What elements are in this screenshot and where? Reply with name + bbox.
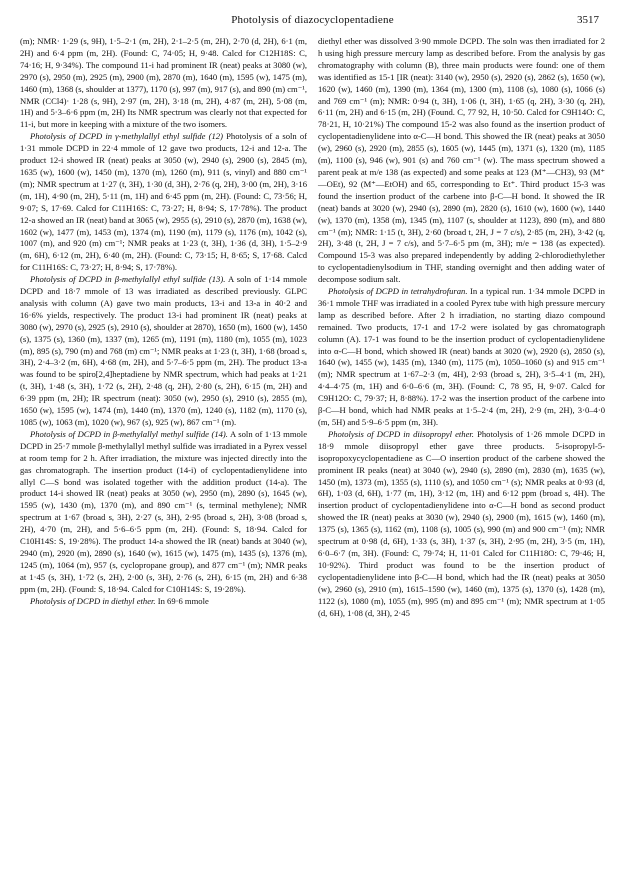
section-runin-heading: Photolysis of DCPD in β-methylallyl methyl sulfide (14). bbox=[30, 428, 228, 439]
paragraph-text: diethyl ether was dissolved 3·90 mmole DCPD. The soln was then irradiated for 2 h using high pressure mercury lamp as described before. From the analysis by gas chromatography with column (B), three main products were found: one of them was identified as 15-1 [IR (neat): 3140 (w), 2950 (s), 2920 (s), 2862 (s), 1650 (w), 1620 (w), 1460 (m), 1390 (m), 1364 (m), 1300 (m), 1108 (s), 1080 (s), 1066 (s) and 769 cm⁻¹ (m); NMR: 0·94 (t, 3H), 1·06 (t, 3H), 1·65 (q, 2H), 3·30 (q, 2H), 6·11 (m, 2H) and 6·15 (m, 2H) (Found. C, 77 92, H, 10·50. Calcd for C9H14O: C, 78·21, H, 10·21%) The compound 15-2 was also found as the insertion product of cyclopentadienylidene into α-C—H bond. This showed the IR (neat) peaks at 3050 (w), 2960 (s), 2920 (m), 2855 (s), 1605 (w), 1445 (m), 1371 (s), 1320 (m), 1185 (m), 1100 (s), 946 (w), 901 (s) and 760 cm⁻¹ (w). The mass spectrum showed a parent peak at m/e 138 (as expected) and some peaks at 123 (M⁺—CH3), 93 (M⁺—OEt), 92 (M⁺—EtOH) and 65, corresponding to Et⁺. Third product 15-3 was found the insertion product of the carbene into β-C—H bond. It showed the IR (neat) bands at 3020 (w), 2940 (s), 2890 (m), 2820 (s), 1610 (w), 1600 (w), 1440 (w), 1370 (m), 1358 (m), 1345 (m), 1107 (s, shoulder at 1123), 890 (m), and 880 cm⁻¹ (m); NMR: 1·15 (t, 3H), 2·60 (broad t, 2H, J = 7 c/s), 2·85 (m, 2H), 3·42 (q, 2H), 3·48 (t, 2H, J = 7 c/s), and 5·7–6·5 pm (m, 3H); m/e = 138 (as expected). Compound 15-3 was also prepared independently by adding 2-chlorodiethylether to cyclopentadienylsodium in THF, standing overnight and then adding water of decompose sodium salt. bbox=[318, 36, 605, 285]
paragraph-text: (m); NMR· 1·29 (s, 9H), 1·5–2·1 (m, 2H), 2·1–2·5 (m, 2H), 2·70 (d, 2H), 6·1 (m, 2H) and 6·4 ppm (m, 2H). (Found: C, 74·05; H, 9·48. Calcd for C12H18S: C, 74·16; H, 9·34%). The compound 11-i had prominent IR (neat) peaks at 3080 (w), 2970 (s), 2950 (m), 2925 (m), 2900 (m), 2870 (m), 1640 (m), 1595 (w), 1475 (m), 1460 (m), 1368 (s, shoulder at 1377), 1170 (s), 997 (m), 917 (s), and 890 (m) cm⁻¹, NMR (CCl4)· 1·28 (s, 9H), 2·97 (m, 2H), 3·18 (m, 2H), 4·87 (m, 2H), 5·08 (m, 1H) and 5·3–6·6 ppm (m, 2H) Its NMR spectrum was clearly not that expected for 11-i, but more in keeping with a mixture of the two isomers. bbox=[20, 36, 307, 130]
paragraph bbox=[20, 429, 307, 596]
running-title: Photolysis of diazocyclopentadiene bbox=[231, 14, 394, 26]
paragraph bbox=[20, 274, 307, 429]
paragraph-text: Photolysis of 1·26 mmole DCPD in 18·9 mmole diisopropyl ether gave three products. 5-isopropyl-5-isopropoxycyclopentadiene as C—O insertion product of the carbene showed the prominent IR peaks (neat) at 3040 (w), 2940 (s), 2890 (m), 2830 (m), 1635 (w), 1450 (m), 1373 (m), 1355 (s), 1110 (s), and 1050 cm⁻¹ (s); NMR peaks at 0·93 (d, 6H), 1·03 (d, 6H), 1·77 (m, 1H), 3·12 (m, 1H) and 6·12 ppm (broad s, 4H). The insertion product of cyclopentadienylidene into α-C—H bond as second product showed the IR (neat) peaks at 3030 (w), 2940 (s), 2900 (m), 1615 (w), 1460 (m), 1375 (s), 1365 (s), 1162 (m), 1108 (s), 1005 (s), 990 (m) and 900 cm⁻¹ (m); NMR spectrum at 0·98 (d, 6H), 1·33 (s, 3H), 1·37 (s, 3H), 2·95 (m, 2H), 3·5 (m, 1H), 6·0–6·7 (m, 3H). (Found: C, 79·74; H, 11·01 Calcd for C11H18O: C, 79·46; H, 10·92%). Third product was found to be the insertion product of cyclopentadienylidene into β-C—H bond, which had the IR (neat) peaks at 3050 (w), 2960 (s), 2910 (m), 1615–1590 (w), 1460 (m), 1375 (s), 1370 (s), 1428 (m), 1122 (s), 1080 (m), 1055 (m), 995 (m) and 895 cm⁻¹ (m); NMR spectrum at 1·05 (d, 6H), 1·08 (d, 3H), 2·45 bbox=[318, 428, 605, 618]
section-runin-heading: Photolysis of DCPD in diethyl ether. bbox=[30, 595, 156, 606]
section-runin-heading: Photolysis of DCPD in β-methylallyl ethyl sulfide (13). bbox=[30, 274, 226, 285]
continued-paragraph bbox=[318, 36, 605, 286]
section-runin-heading: Photolysis of DCPD in diisopropyl ether. bbox=[328, 428, 474, 439]
paragraph-text: In 69·6 mmole bbox=[155, 595, 209, 606]
continued-paragraph bbox=[20, 36, 307, 131]
paragraph-text: A soln of 1·14 mmole DCPD and 18·7 mmole of 13 was irradiated as described previously. GLPC analysis with column (A) gave two main products, 13-i and 13-a in 40·2 and 16·6% yields, respectively. The product 13-i had prominent IR (neat) peaks at 3080 (w), 2970 (s), 2925 (s), 2910 (s), shoulder at 2870), 1650 (m), 1600 (w), 1450 (s), 1375 (s), 1360 (m), 1337 (m), 1265 (m), 1191 (m), 1180 (m), 1055 (m), 1023 (m), 895 (s), 790 (m) and 768 (m) cm⁻¹; NMR peaks at 1·23 (t, 3H), 1·68 (broad s, 3H), 2·4–3·2 (m, 6H), 4·68 (m, 2H), and 5·7–6·5 ppm (m, 2H). The product 13-a was found to be spiro[2,4]heptadiene by NMR spectrum, which had peaks at 1·21 (t, 3H), 1·48 (s, 3H), 1·72 (s, 2H), 2·48 (q, 2H), 2·80 (s, 2H), 6·15 (m, 2H) and 6·39 ppm (m, 2H); IR spectrum (neat): 3050 (w), 2950 (s), 2910 (s), 2855 (m), 1650 (w), 1595 (w), 1474 (m), 1440 (m), 1370 (m), 1240 (s), 1182 (m), 1170 (s), 1085 (w), 1063 (m), 1020 (w), 967 (s), 925 (w), 867 cm⁻¹ (m). bbox=[20, 274, 307, 427]
right-column bbox=[318, 36, 605, 619]
section-runin-heading: Photolysis of DCPD in tetrahydrofuran. bbox=[328, 286, 468, 297]
page-number: 3517 bbox=[577, 14, 599, 26]
paragraph-text: A soln of 1·13 mmole DCPD in 25·7 mmole β-methylallyl methyl sulfide was irradiated in a Pyrex vessel at room temp for 2 h. After irradiation, the mixture was injected directly into the gas chromatograph. The insertion product (14-i) of cyclopentadienylidene into allyl C—S bond was isolated together with the addition product (14-a). The product 14-i showed IR (neat) peaks at 3050 (w), 2950 (m), 2890 (s), 1645 (w), 1595 (w), 1430 (m), 1370 (m), and 890 cm⁻¹ (s, terminal methylene); NMR spectrum at 1·67 (broad s, 3H), 2·27 (s, 3H), 2·95 (broad s, 2H), 3·08 (broad s, 2H), 4·70 (m, 2H), and 5·6–6·5 ppm (m, 2H). (Found: S, 18·94. Calcd for C10H14S: S, 19·28%). The product 14-a showed the IR (neat) bands at 3040 (w), 2940 (m), 2920 (m), 2890 (s), 1640 (w), 1615 (w), 1475 (m), 1435 (s), 1376 (m), 1245 (m), 1064 (m), 957 (s, cyclopropane group), and 877 cm⁻¹ (m); NMR peaks at 1·45 (s, 3H), 1·72 (s, 2H), 2·00 (s, 3H), 2·76 (s, 2H), 6·15 (m, 2H) and 6·38 ppm (m, 2H). (Found: S, 18·94. Calcd for C10H14S: S, 19·28%). bbox=[20, 428, 308, 594]
left-column bbox=[20, 36, 307, 619]
section-runin-heading: Photolysis of DCPD in γ-methylallyl ethyl sulfide (12) bbox=[30, 131, 223, 142]
paragraph bbox=[20, 596, 307, 608]
paragraph-text: Photolysis of a soln of 1·31 mmole DCPD in 22·4 mmole of 12 gave two products, 12-i and 12-a. The product 12-i showed IR (neat) peaks at 3050 (w), 2940 (s), 2900 (s), 2845 (m), 1635 (w), 1600 (w), 1450 (m), 1370 (m), 1260 (m), 911 (s, vinyl) and 880 cm⁻¹ (m); NMR spectrum at 1·27 (t, 3H), 1·30 (d, 3H), 2·76 (q, 2H), 3·00 (m, 2H), 3·16 (m, 1H), 4·90 (m, 2H), 5·11 (m, 1H) and 6·45 ppm (m, 2H). (Found: C, 73·56; H, 9·07; S, 17·69. Calcd for C11H16S: C, 73·27; H, 8·94; S, 17·78%). The product 12-a showed an IR (neat) band at 3065 (w), 2955 (s), 2910 (s), 2870 (m), 1638 (w), 1602 (w), 1477 (m), 1453 (m), 1374 (m), 1190 (m), 1179 (s), 1176 (m), 1042 (s), 1007 (m), and 920 (m) cm⁻¹; NMR peaks at 1·23 (t, 3H), 1·36 (d, 3H), 1·5–2·9 (m, 6H), 6·12 (m, 2H), 6·40 (m, 2H). (Found: C, 73·15; H, 8·65; S, 17·68. Calcd for C11H16S: C, 73·27; H, 8·94; S, 17·78%). bbox=[20, 131, 307, 273]
paragraph bbox=[318, 429, 605, 620]
page-header bbox=[20, 14, 605, 32]
paragraph bbox=[318, 286, 605, 429]
text-columns bbox=[20, 36, 605, 619]
paragraph-text: In a typical run. 1·34 mmole DCPD in 36·1 mmole THF was irradiated in a cooled Pyrex tube with high pressure mercury lamp as described before. After 2 h irradiation, no starting diazo compound remained. Two products, 17-1 and 17-2 were isolated by gas chromatograph column (A). 17-1 was found to be the insertion product of cyclopentadienylidene into α-C—H bond, which showed IR (neat) bands at 3020 (w), 2920 (s), 2850 (s), 1640 (w), 1455 (w), 1435 (m), 1340 (m), 1175 (m), 1050–1060 (s) and 915 cm⁻¹ (m); NMR spectrum at 1·67–2·3 (m, 4H), 2·93 (broad s, 2H), 3·5–4·1 (m, 2H), 4·4–4·75 (m, 1H) and 6·0–6·6 (m, 3H). (Found: C, 78 95, H, 9·07. Calcd for C9H12O: C, 79·37; H, 8·88%). 17-2 was the insertion product of the carbene into β-C—H bond, which had NMR peaks at 1·5–2·4 (m, 2H), 2·9 (m, 2H), 3·0–4·0 (m, 5H) and 5·9–6·5 ppm (m, 3H). bbox=[318, 286, 605, 427]
paragraph bbox=[20, 131, 307, 274]
